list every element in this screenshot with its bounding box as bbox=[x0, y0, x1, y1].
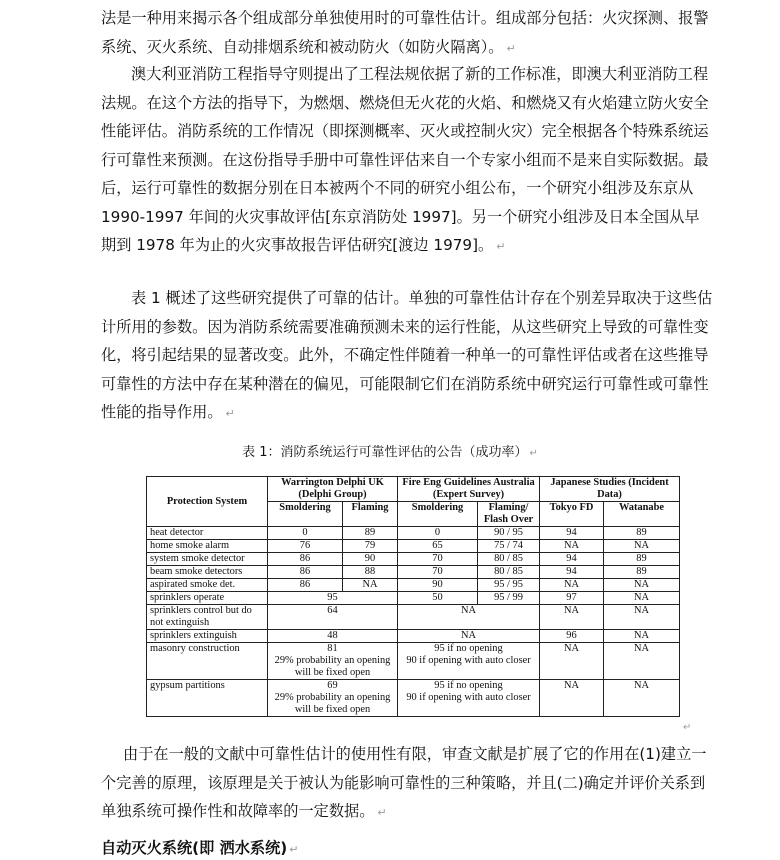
header-protection-system: Protection System bbox=[147, 477, 268, 527]
table-row bbox=[147, 605, 680, 630]
cell: 94 bbox=[540, 527, 604, 540]
cell: NA bbox=[398, 605, 540, 630]
cell: 0 bbox=[268, 527, 343, 540]
header-japanese: Japanese Studies (Incident Data) bbox=[540, 477, 680, 502]
cell: 70 bbox=[398, 566, 478, 579]
paragraph-4-text: 由于在一般的文献中可靠性估计的使用性有限，审查文献是扩展了它的作用在(1)建立一个完善的原理，该原理是关于被认为能影响可靠性的三种策略，并且(二)确定并评价关系到单独系统可操作性和故障率的一定数据。 bbox=[101, 745, 707, 820]
cell: 65 bbox=[398, 540, 478, 553]
cell: NA bbox=[540, 643, 604, 680]
header-smoldering: Smoldering bbox=[398, 502, 478, 527]
cell: 48 bbox=[268, 630, 398, 643]
paragraph-mark: ↵ bbox=[683, 722, 692, 733]
cell-line: 90 if opening with auto closer bbox=[406, 655, 531, 666]
cell: NA bbox=[540, 540, 604, 553]
header-fire-eng: Fire Eng Guidelines Australia (Expert Survey) bbox=[398, 477, 540, 502]
paragraph-mark: ↵ bbox=[289, 843, 299, 856]
cell: 75 / 74 bbox=[478, 540, 540, 553]
cell: 76 bbox=[268, 540, 343, 553]
row-system: masonry construction bbox=[147, 643, 268, 680]
cell: 64 bbox=[268, 605, 398, 630]
paragraph-4 bbox=[101, 740, 713, 828]
cell: 89 bbox=[343, 527, 398, 540]
cell: NA bbox=[540, 605, 604, 630]
header-warrington: Warrington Delphi UK (Delphi Group) bbox=[268, 477, 398, 502]
row-system: home smoke alarm bbox=[147, 540, 268, 553]
cell: 80 / 85 bbox=[478, 566, 540, 579]
cell-line: 81 bbox=[327, 643, 338, 654]
cell bbox=[268, 680, 398, 717]
cell-line: 95 if no opening bbox=[434, 680, 503, 691]
cell: NA bbox=[604, 680, 680, 717]
paragraph-2 bbox=[101, 60, 713, 262]
header-flaming-flash: Flaming/ Flash Over bbox=[478, 502, 540, 527]
paragraph-1-text: 法是一种用来揭示各个组成部分单独使用时的可靠性估计。组成部分包括：火灾探测、报警系统、灭火系统、自动排烟系统和被动防火（如防火隔离）。 bbox=[101, 9, 709, 56]
cell: 94 bbox=[540, 566, 604, 579]
paragraph-mark: ↵ bbox=[225, 407, 235, 420]
paragraph-mark: ↵ bbox=[377, 806, 387, 819]
cell: NA bbox=[540, 680, 604, 717]
cell: 95 / 95 bbox=[478, 579, 540, 592]
cell: 96 bbox=[540, 630, 604, 643]
cell: NA bbox=[604, 592, 680, 605]
cell: NA bbox=[604, 540, 680, 553]
cell: 80 / 85 bbox=[478, 553, 540, 566]
cell: 88 bbox=[343, 566, 398, 579]
cell: 97 bbox=[540, 592, 604, 605]
cell: 50 bbox=[398, 592, 478, 605]
cell-line: 69 bbox=[327, 680, 338, 691]
section-heading-text: 自动灭火系统(即 洒水系统) bbox=[101, 839, 288, 857]
table-row bbox=[147, 579, 680, 592]
cell-line: 29% probability an opening will be fixed open bbox=[274, 692, 391, 715]
cell-line: 95 if no opening bbox=[434, 643, 503, 654]
cell: 86 bbox=[268, 566, 343, 579]
row-system: sprinklers extinguish bbox=[147, 630, 268, 643]
header-smoldering: Smoldering bbox=[268, 502, 343, 527]
paragraph-1 bbox=[101, 4, 713, 63]
cell: 94 bbox=[540, 553, 604, 566]
table-caption-text: 表 1：消防系统运行可靠性评估的公告（成功率） bbox=[242, 445, 528, 460]
cell: NA bbox=[604, 643, 680, 680]
cell: NA bbox=[343, 579, 398, 592]
table-row bbox=[147, 566, 680, 579]
row-system: heat detector bbox=[147, 527, 268, 540]
paragraph-3 bbox=[101, 284, 713, 429]
header-watanabe: Watanabe bbox=[604, 502, 680, 527]
paragraph-3-text: 表 1 概述了这些研究提供了可靠的估计。单独的可靠性估计存在个别差异取决于这些估计所用的参数。因为消防系统需要准确预测未来的运行性能，从这些研究上导致的可靠性变化，将引起结果的显著改变。此外，不确定性伴随着一种单一的可靠性评估或者在这些推导可靠性的方法中存在某种潜在的偏见，可能限制它们在消防系统中研究运行可靠性或可靠性性能的指导作用。 bbox=[101, 289, 713, 421]
row-system: aspirated smoke det. bbox=[147, 579, 268, 592]
table-row bbox=[147, 527, 680, 540]
table-row bbox=[147, 592, 680, 605]
paragraph-mark: ↵ bbox=[506, 41, 516, 55]
cell: 90 bbox=[398, 579, 478, 592]
table-row bbox=[147, 540, 680, 553]
cell: 79 bbox=[343, 540, 398, 553]
table-row bbox=[147, 643, 680, 680]
table-row bbox=[147, 680, 680, 717]
cell: NA bbox=[398, 630, 540, 643]
table-row bbox=[147, 630, 680, 643]
cell: 90 / 95 bbox=[478, 527, 540, 540]
cell: 0 bbox=[398, 527, 478, 540]
header-tokyo: Tokyo FD bbox=[540, 502, 604, 527]
reliability-table bbox=[146, 476, 679, 736]
cell: 86 bbox=[268, 579, 343, 592]
cell: 70 bbox=[398, 553, 478, 566]
cell: NA bbox=[540, 579, 604, 592]
row-system: gypsum partitions bbox=[147, 680, 268, 717]
cell bbox=[268, 643, 398, 680]
cell: NA bbox=[604, 579, 680, 592]
cell: 86 bbox=[268, 553, 343, 566]
cell: 89 bbox=[604, 527, 680, 540]
cell: 95 / 99 bbox=[478, 592, 540, 605]
cell: NA bbox=[604, 630, 680, 643]
table-row bbox=[147, 553, 680, 566]
cell: 90 bbox=[343, 553, 398, 566]
cell: NA bbox=[604, 605, 680, 630]
row-system: sprinklers operate bbox=[147, 592, 268, 605]
paragraph-mark: ↵ bbox=[496, 240, 506, 253]
row-system: beam smoke detectors bbox=[147, 566, 268, 579]
table-caption bbox=[0, 444, 780, 463]
paragraph-mark: ↵ bbox=[529, 448, 538, 459]
cell: 89 bbox=[604, 566, 680, 579]
cell-line: 90 if opening with auto closer bbox=[406, 692, 531, 703]
cell: 95 bbox=[268, 592, 398, 605]
cell bbox=[398, 643, 540, 680]
reliability-table-grid bbox=[146, 476, 680, 717]
section-heading bbox=[101, 838, 298, 860]
cell: 89 bbox=[604, 553, 680, 566]
row-system: sprinklers control but do not extinguish bbox=[147, 605, 268, 630]
cell-line: 29% probability an opening will be fixed open bbox=[274, 655, 391, 678]
paragraph-2-text: 澳大利亚消防工程指导守则提出了工程法规依据了新的工作标准，即澳大利亚消防工程法规。在这个方法的指导下，为燃烟、燃烧但无火花的火焰、和燃烧又有火焰建立防火安全性能评估。消防系统的工作情况（即探测概率、灭火或控制火灾）完全根据各个特殊系统运行可靠性来预测。在这份指导手册中可靠性评估来自一个专家小组而不是来自实际数据。最后，运行可靠性的数据分别在日本被两个不同的研究小组公布，一个研究小组涉及东京从 1990-1997 年间的火灾事故评估[东京消防处 1997]。另一个研究小组涉及日本全国从早期到 1978 年为止的火灾事故报告评估研究[渡边 1979]。 bbox=[101, 65, 709, 254]
cell bbox=[398, 680, 540, 717]
row-system: system smoke detector bbox=[147, 553, 268, 566]
header-flaming: Flaming bbox=[343, 502, 398, 527]
